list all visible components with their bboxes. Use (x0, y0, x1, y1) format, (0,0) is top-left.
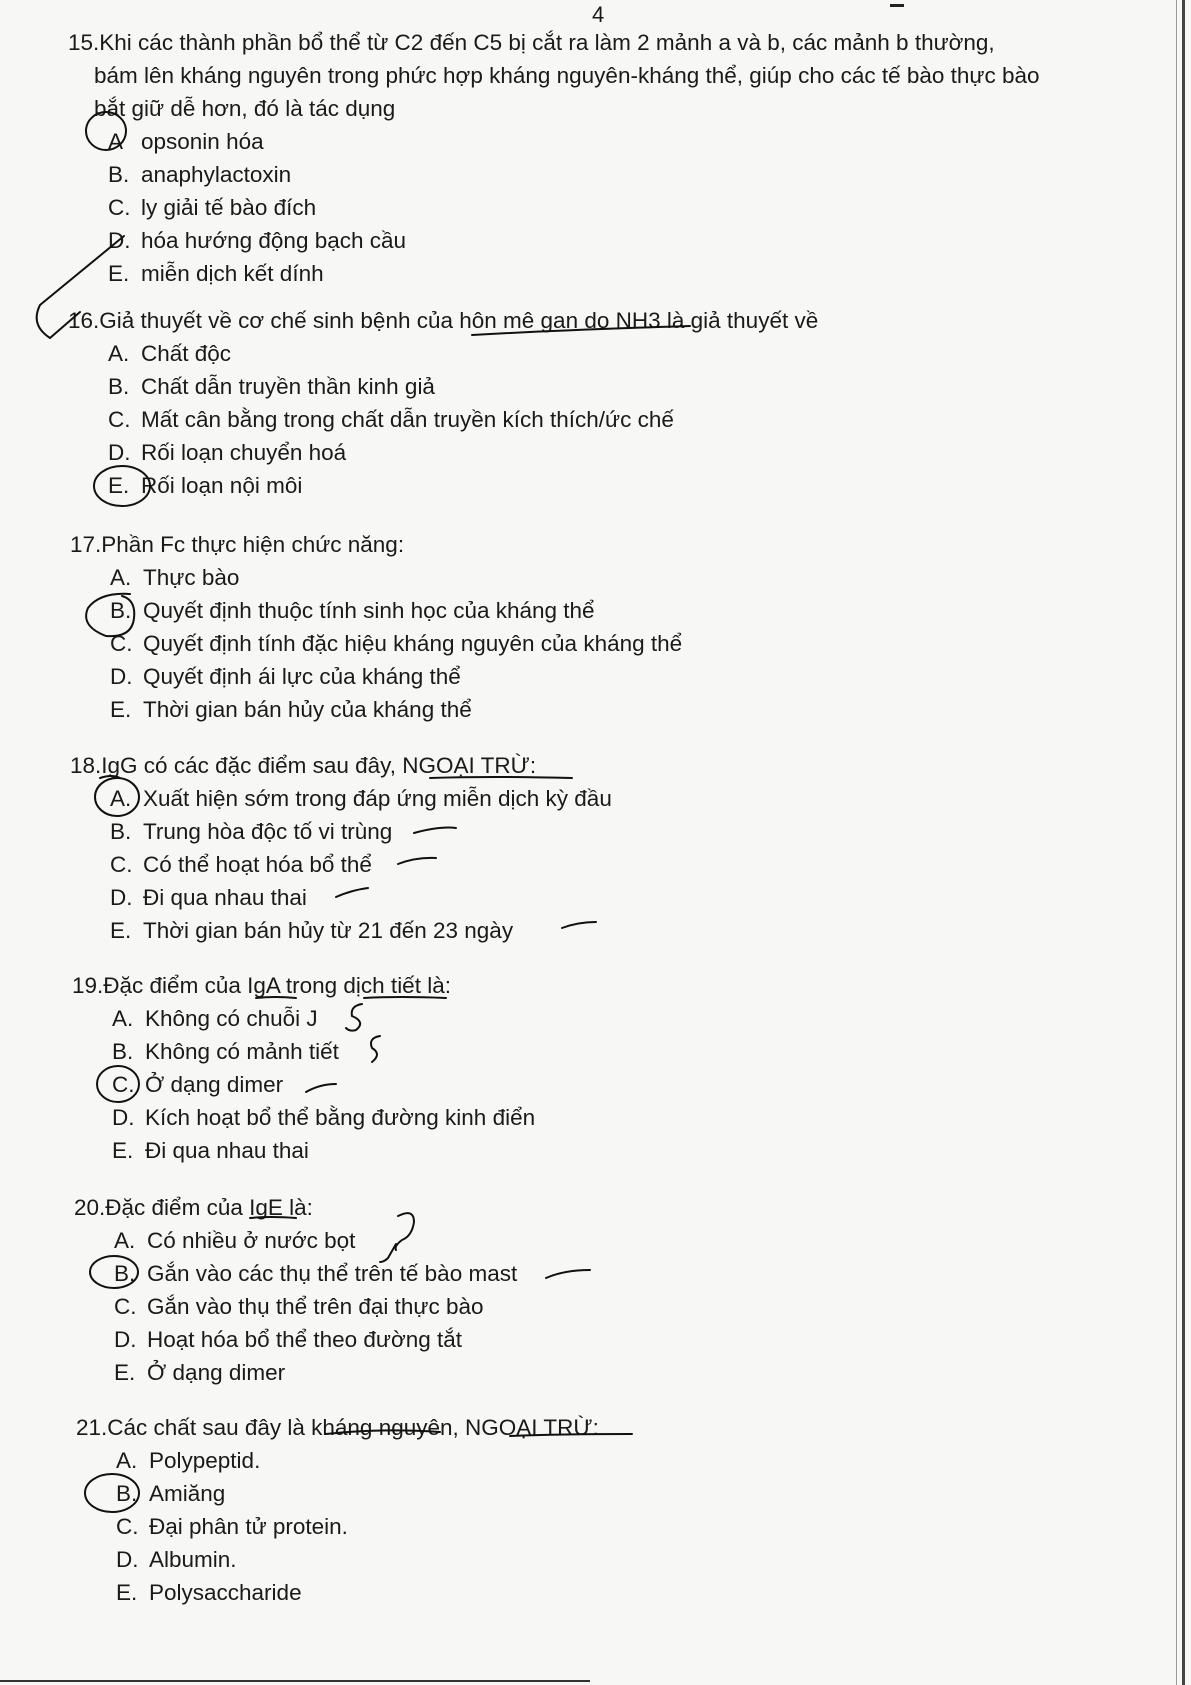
option-c[interactable]: C. ly giải tế bào đích (108, 195, 317, 220)
question-19 (72, 969, 535, 1167)
option-a[interactable]: A. Thực bào (110, 565, 240, 590)
question-number: 15. (68, 30, 100, 55)
option-b[interactable]: B. Chất dẫn truyền thần kinh giả (108, 374, 435, 399)
question-stem: 21.Các chất sau đây là kháng nguyên, NGOẠI TRỪ: (76, 1415, 599, 1440)
option-e[interactable]: E. Thời gian bán hủy từ 21 đến 23 ngày (110, 918, 514, 943)
page-edge (1182, 0, 1185, 1685)
option-b[interactable]: B. Quyết định thuộc tính sinh học của kháng thể (110, 598, 595, 623)
option-d[interactable]: D. Rối loạn chuyển hoá (108, 440, 347, 465)
option-e[interactable]: E. Polysaccharide (116, 1580, 302, 1605)
option-e[interactable]: E. miễn dịch kết dính (108, 261, 324, 286)
option-c[interactable]: C. Gắn vào thụ thể trên đại thực bào (114, 1294, 484, 1319)
option-c[interactable]: C. Đại phân tử protein. (116, 1514, 348, 1539)
option-d[interactable]: D. Albumin. (116, 1547, 237, 1572)
option-c[interactable]: C. Có thể hoạt hóa bổ thể (110, 852, 372, 877)
question-stem-continued: bắt giữ dễ hơn, đó là tác dụng (94, 96, 396, 121)
question-15 (68, 26, 1040, 290)
question-17 (70, 528, 682, 726)
question-number: 18. (70, 753, 102, 778)
question-stem: 18.IgG có các đặc điểm sau đây, NGOẠI TRỪ: (70, 753, 537, 778)
option-a[interactable]: A. Có nhiều ở nước bọt (114, 1228, 356, 1253)
option-d[interactable]: D. Hoạt hóa bổ thể theo đường tắt (114, 1327, 463, 1352)
option-c[interactable]: C. Mất cân bằng trong chất dẫn truyền kích thích/ức chế (108, 407, 674, 432)
option-d[interactable]: D. Đi qua nhau thai (110, 885, 307, 910)
question-stem-continued: bám lên kháng nguyên trong phức hợp kháng nguyên-kháng thể, giúp cho các tế bào thực bào (94, 63, 1040, 88)
page-number: 4 (592, 2, 605, 27)
option-b[interactable]: B. Trung hòa độc tố vi trùng (110, 819, 393, 844)
option-e[interactable]: E. Đi qua nhau thai (112, 1138, 309, 1163)
option-e[interactable]: E. Ở dạng dimer (114, 1360, 286, 1385)
option-b[interactable]: B. Không có mảnh tiết (112, 1039, 339, 1064)
option-b[interactable]: B. anaphylactoxin (108, 162, 292, 187)
option-a[interactable]: A. Chất độc (108, 341, 232, 366)
option-d[interactable]: D. Kích hoạt bổ thể bằng đường kinh điển (112, 1105, 536, 1130)
question-number: 20. (74, 1195, 106, 1220)
question-20 (74, 1191, 517, 1389)
option-c[interactable]: C. Quyết định tính đặc hiệu kháng nguyên của kháng thể (110, 631, 683, 656)
question-18 (70, 749, 612, 947)
question-stem: 17.Phần Fc thực hiện chức năng: (70, 532, 405, 557)
bottom-rule (0, 1680, 590, 1682)
option-b[interactable]: B. Amiăng (116, 1481, 226, 1506)
question-stem: 15.Khi các thành phần bổ thể từ C2 đến C5 bị cắt ra làm 2 mảnh a và b, các mảnh b thường, (68, 30, 995, 55)
option-e[interactable]: E. Rối loạn nội môi (108, 473, 303, 498)
question-number: 16. (68, 308, 100, 333)
option-e[interactable]: E. Thời gian bán hủy của kháng thể (110, 697, 472, 722)
option-a[interactable]: A. Polypeptid. (116, 1448, 261, 1473)
page-edge-inner (1176, 0, 1177, 1685)
scan-mark (890, 4, 904, 7)
pen-stroke (546, 1270, 590, 1278)
option-a[interactable]: A opsonin hóa (108, 129, 264, 154)
question-21 (76, 1411, 599, 1609)
option-d[interactable]: D. hóa hướng động bạch cầu (108, 228, 407, 253)
question-16 (68, 304, 818, 502)
question-stem: 20.Đặc điểm của IgE là: (74, 1195, 313, 1220)
option-b[interactable]: B. Gắn vào các thụ thể trên tế bào mast (114, 1261, 518, 1286)
question-number: 21. (76, 1415, 108, 1440)
option-a[interactable]: A. Xuất hiện sớm trong đáp ứng miễn dịch kỳ đầu (110, 786, 612, 811)
question-stem: 19.Đặc điểm của IgA trong dịch tiết là: (72, 973, 451, 998)
option-d[interactable]: D. Quyết định ái lực của kháng thể (110, 664, 461, 689)
option-a[interactable]: A. Không có chuỗi J (112, 1006, 318, 1031)
question-number: 19. (72, 973, 104, 998)
option-c[interactable]: C. Ở dạng dimer (112, 1072, 284, 1097)
question-number: 17. (70, 532, 102, 557)
question-stem: 16.Giả thuyết về cơ chế sinh bệnh của hôn mê gan do NH3 là giả thuyết về (68, 308, 819, 333)
